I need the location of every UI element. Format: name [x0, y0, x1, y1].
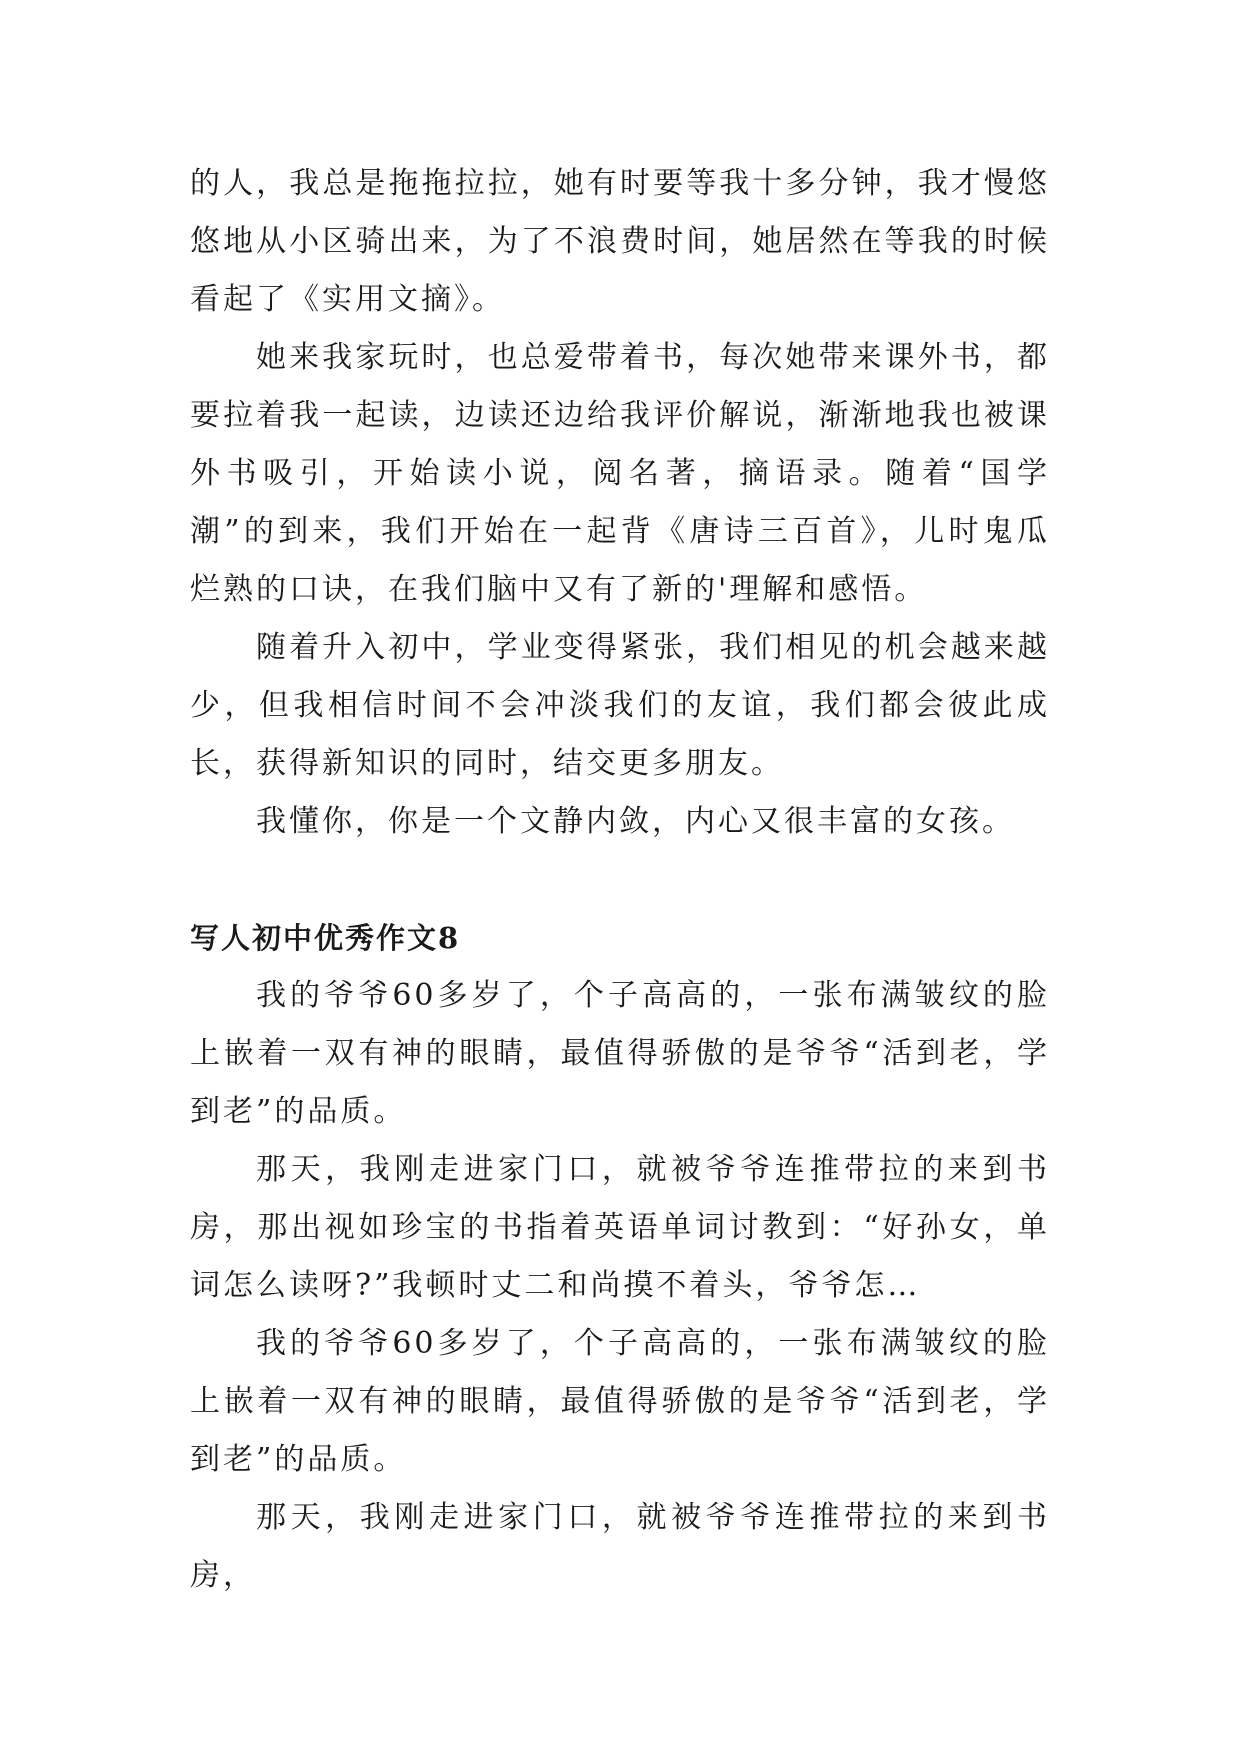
paragraph: 我的爷爷60多岁了，个子高高的，一张布满皱纹的脸上嵌着一双有神的眼睛，最值得骄傲的是爷爷“活到老，学到老”的品质。	[190, 978, 1050, 1129]
paragraph: 随着升入初中，学业变得紧张，我们相见的机会越来越少，但我相信时间不会冲淡我们的友谊，我们都会彼此成长，获得新知识的同时，结交更多朋友。	[190, 630, 1050, 781]
paragraph-continued: 的人，我总是拖拖拉拉，她有时要等我十多分钟，我才慢悠悠地从小区骑出来，为了不浪费时间，她居然在等我的时候看起了《实用文摘》。	[190, 166, 1050, 317]
paragraph: 我懂你，你是一个文静内敛，内心又很丰富的女孩。	[256, 804, 1015, 839]
section-heading: 写人初中优秀作文8	[190, 921, 461, 955]
section-spacer	[190, 851, 1050, 909]
paragraph: 那天，我刚走进家门口，就被爷爷连推带拉的来到书房，	[190, 1500, 1050, 1593]
document-page	[190, 155, 1050, 1605]
paragraph: 她来我家玩时，也总爱带着书，每次她带来课外书，都要拉着我一起读，边读还边给我评价解说，渐渐地我也被课外书吸引，开始读小说，阅名著，摘语录。随着“国学潮”的到来，我们开始在一起背《唐诗三百首》，儿时鬼瓜烂熟的口诀，在我们脑中又有了新的'理解和感悟。	[190, 340, 1050, 607]
paragraph: 我的爷爷60多岁了，个子高高的，一张布满皱纹的脸上嵌着一双有神的眼睛，最值得骄傲的是爷爷“活到老，学到老”的品质。	[190, 1326, 1050, 1477]
paragraph: 那天，我刚走进家门口，就被爷爷连推带拉的来到书房，那出视如珍宝的书指着英语单词讨教到：“好孙女，单词怎么读呀?”我顿时丈二和尚摸不着头，爷爷怎…	[190, 1152, 1050, 1303]
